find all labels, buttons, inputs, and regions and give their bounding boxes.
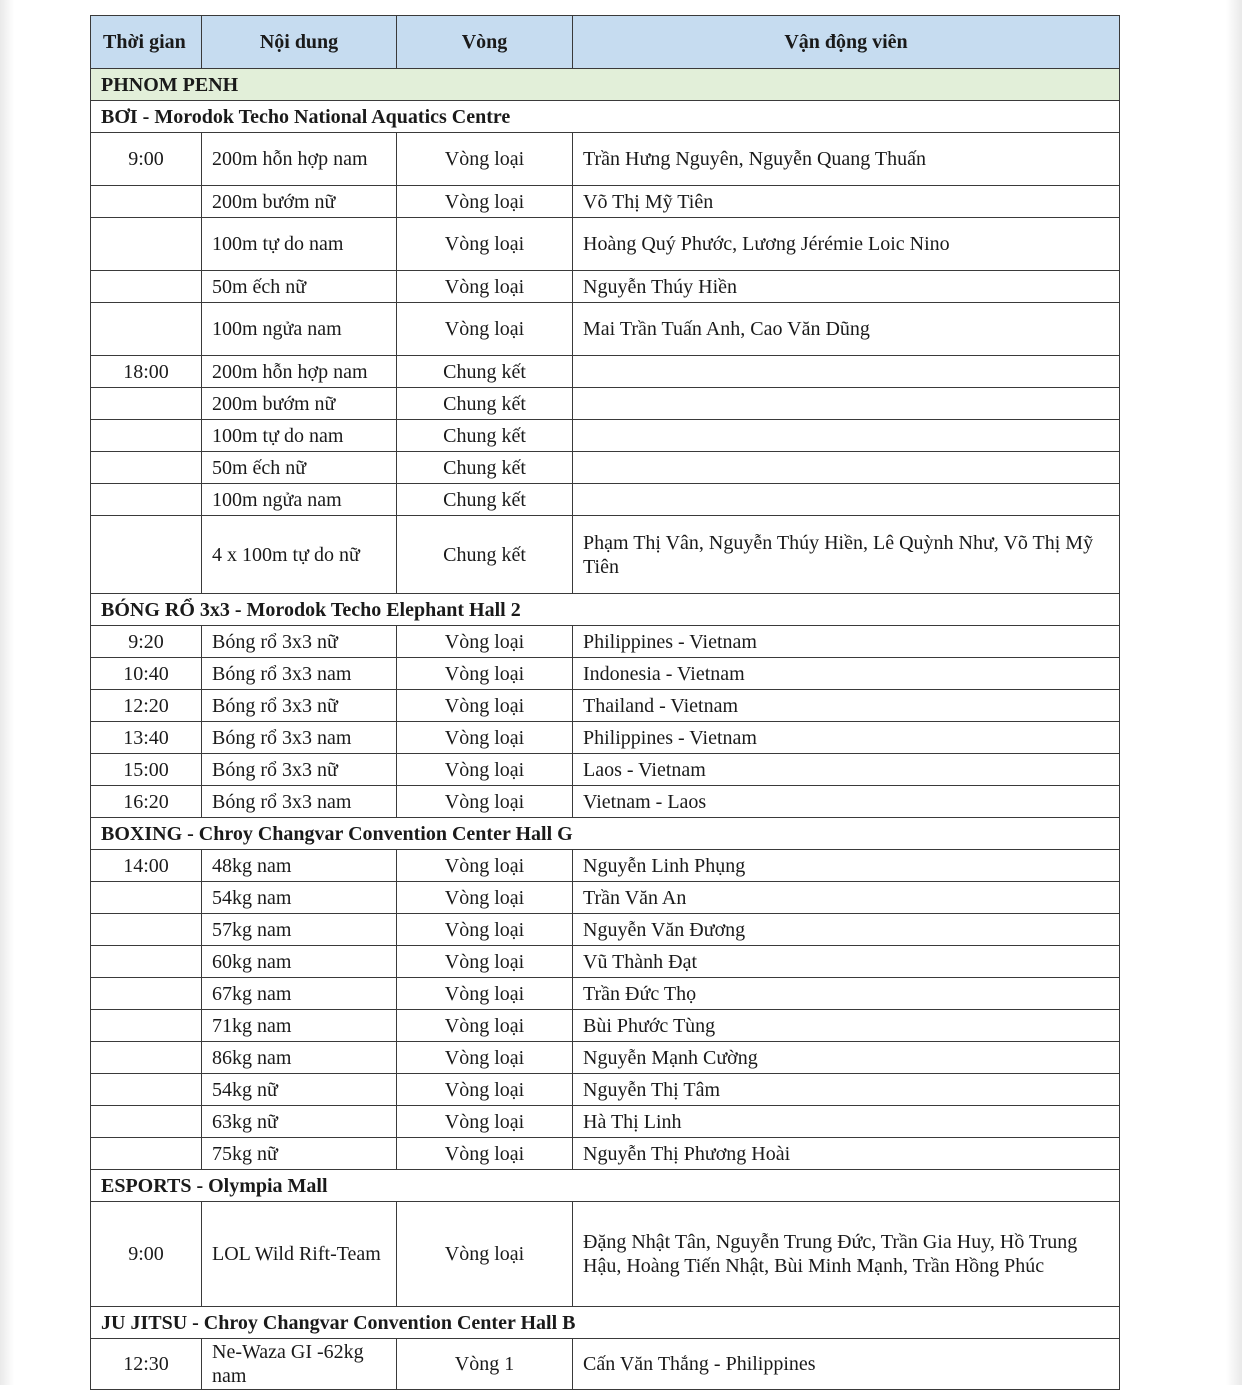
cell-event: 50m ếch nữ	[202, 271, 397, 303]
cell-event: 100m ngửa nam	[202, 303, 397, 356]
cell-round: Vòng loại	[397, 850, 573, 882]
cell-round: Vòng loại	[397, 1042, 573, 1074]
cell-event: Bóng rổ 3x3 nam	[202, 722, 397, 754]
cell-time	[91, 1138, 202, 1170]
table-row	[91, 388, 1120, 420]
cell-time	[91, 978, 202, 1010]
cell-athletes: Đặng Nhật Tân, Nguyễn Trung Đức, Trần Gia Huy, Hồ Trung Hậu, Hoàng Tiến Nhật, Bùi Minh Mạnh, Trần Hồng Phúc	[573, 1202, 1120, 1307]
cell-round: Vòng loại	[397, 754, 573, 786]
cell-time	[91, 388, 202, 420]
section-row	[91, 818, 1120, 850]
table-row	[91, 1106, 1120, 1138]
cell-event: 50m ếch nữ	[202, 452, 397, 484]
cell-event: 100m ngửa nam	[202, 484, 397, 516]
cell-round: Vòng loại	[397, 1138, 573, 1170]
table-row	[91, 978, 1120, 1010]
cell-round: Vòng loại	[397, 218, 573, 271]
cell-round: Vòng loại	[397, 882, 573, 914]
cell-time: 12:30	[91, 1339, 202, 1390]
cell-round: Vòng loại	[397, 978, 573, 1010]
table-row	[91, 786, 1120, 818]
cell-event: Bóng rổ 3x3 nam	[202, 786, 397, 818]
cell-athletes: Mai Trần Tuấn Anh, Cao Văn Dũng	[573, 303, 1120, 356]
cell-round: Chung kết	[397, 452, 573, 484]
cell-event: Bóng rổ 3x3 nữ	[202, 690, 397, 722]
cell-time	[91, 420, 202, 452]
header-event: Nội dung	[202, 16, 397, 69]
cell-time	[91, 452, 202, 484]
cell-round: Vòng loại	[397, 914, 573, 946]
cell-time	[91, 303, 202, 356]
cell-time	[91, 1074, 202, 1106]
cell-event: 86kg nam	[202, 1042, 397, 1074]
cell-time: 9:20	[91, 626, 202, 658]
cell-event: 200m bướm nữ	[202, 186, 397, 218]
cell-event: 4 x 100m tự do nữ	[202, 516, 397, 594]
table-row	[91, 1339, 1120, 1390]
section-jujitsu: JU JITSU - Chroy Changvar Convention Center Hall B	[91, 1307, 1120, 1339]
cell-athletes: Hoàng Quý Phước, Lương Jérémie Loic Nino	[573, 218, 1120, 271]
header-time: Thời gian	[91, 16, 202, 69]
cell-athletes: Trần Văn An	[573, 882, 1120, 914]
table-row	[91, 914, 1120, 946]
section-row	[91, 1170, 1120, 1202]
cell-round: Vòng loại	[397, 1202, 573, 1307]
cell-athletes: Laos - Vietnam	[573, 754, 1120, 786]
cell-event: LOL Wild Rift-Team	[202, 1202, 397, 1307]
cell-event: 200m hỗn hợp nam	[202, 133, 397, 186]
cell-athletes: Hà Thị Linh	[573, 1106, 1120, 1138]
cell-event: Bóng rổ 3x3 nam	[202, 658, 397, 690]
cell-round: Vòng loại	[397, 133, 573, 186]
cell-event: Bóng rổ 3x3 nữ	[202, 626, 397, 658]
cell-round: Vòng loại	[397, 690, 573, 722]
cell-athletes: Nguyễn Mạnh Cường	[573, 1042, 1120, 1074]
cell-athletes	[573, 484, 1120, 516]
cell-event: 67kg nam	[202, 978, 397, 1010]
cell-time: 10:40	[91, 658, 202, 690]
cell-event: 63kg nữ	[202, 1106, 397, 1138]
cell-time: 9:00	[91, 1202, 202, 1307]
cell-athletes: Nguyễn Thị Tâm	[573, 1074, 1120, 1106]
table-row	[91, 452, 1120, 484]
cell-round: Vòng loại	[397, 786, 573, 818]
cell-time	[91, 516, 202, 594]
table-row	[91, 133, 1120, 186]
cell-athletes: Vietnam - Laos	[573, 786, 1120, 818]
table-row	[91, 690, 1120, 722]
cell-time	[91, 1010, 202, 1042]
cell-time: 9:00	[91, 133, 202, 186]
cell-round: Chung kết	[397, 420, 573, 452]
cell-athletes: Trần Hưng Nguyên, Nguyễn Quang Thuấn	[573, 133, 1120, 186]
cell-time	[91, 186, 202, 218]
cell-athletes: Nguyễn Văn Đương	[573, 914, 1120, 946]
cell-athletes: Indonesia - Vietnam	[573, 658, 1120, 690]
cell-event: 200m bướm nữ	[202, 388, 397, 420]
table-row	[91, 1010, 1120, 1042]
cell-athletes: Phạm Thị Vân, Nguyễn Thúy Hiền, Lê Quỳnh Như, Võ Thị Mỹ Tiên	[573, 516, 1120, 594]
cell-round: Vòng loại	[397, 1074, 573, 1106]
region-row	[91, 69, 1120, 101]
table-row	[91, 754, 1120, 786]
schedule-table	[90, 15, 1120, 1390]
cell-time	[91, 914, 202, 946]
cell-event: Ne-Waza GI -62kg nam	[202, 1339, 397, 1390]
cell-time: 12:20	[91, 690, 202, 722]
table-row	[91, 626, 1120, 658]
table-row	[91, 271, 1120, 303]
cell-athletes: Võ Thị Mỹ Tiên	[573, 186, 1120, 218]
cell-event: 100m tự do nam	[202, 218, 397, 271]
header-row	[91, 16, 1120, 69]
cell-event: 57kg nam	[202, 914, 397, 946]
cell-round: Vòng loại	[397, 1106, 573, 1138]
cell-round: Vòng loại	[397, 186, 573, 218]
cell-time	[91, 1106, 202, 1138]
section-row	[91, 101, 1120, 133]
table-row	[91, 658, 1120, 690]
cell-event: 71kg nam	[202, 1010, 397, 1042]
cell-round: Vòng loại	[397, 271, 573, 303]
cell-round: Chung kết	[397, 388, 573, 420]
cell-round: Vòng loại	[397, 722, 573, 754]
table-row	[91, 303, 1120, 356]
table-row	[91, 356, 1120, 388]
cell-round: Vòng loại	[397, 658, 573, 690]
cell-athletes: Nguyễn Linh Phụng	[573, 850, 1120, 882]
cell-event: Bóng rổ 3x3 nữ	[202, 754, 397, 786]
cell-event: 48kg nam	[202, 850, 397, 882]
cell-time: 16:20	[91, 786, 202, 818]
cell-athletes: Vũ Thành Đạt	[573, 946, 1120, 978]
table-row	[91, 946, 1120, 978]
section-row	[91, 1307, 1120, 1339]
cell-time: 14:00	[91, 850, 202, 882]
table-row	[91, 722, 1120, 754]
cell-round: Vòng loại	[397, 946, 573, 978]
cell-round: Chung kết	[397, 516, 573, 594]
cell-athletes: Cấn Văn Thắng - Philippines	[573, 1339, 1120, 1390]
cell-event: 100m tự do nam	[202, 420, 397, 452]
cell-athletes	[573, 420, 1120, 452]
table-row	[91, 1138, 1120, 1170]
cell-time: 13:40	[91, 722, 202, 754]
cell-time: 18:00	[91, 356, 202, 388]
section-basketball: BÓNG RỔ 3x3 - Morodok Techo Elephant Hall 2	[91, 594, 1120, 626]
cell-athletes: Trần Đức Thọ	[573, 978, 1120, 1010]
section-boxing: BOXING - Chroy Changvar Convention Center Hall G	[91, 818, 1120, 850]
cell-round: Vòng loại	[397, 626, 573, 658]
table-row	[91, 882, 1120, 914]
cell-time	[91, 484, 202, 516]
header-round: Vòng	[397, 16, 573, 69]
cell-athletes: Philippines - Vietnam	[573, 626, 1120, 658]
table-row	[91, 186, 1120, 218]
cell-time	[91, 882, 202, 914]
table-row	[91, 218, 1120, 271]
cell-round: Vòng loại	[397, 303, 573, 356]
section-swimming: BƠI - Morodok Techo National Aquatics Centre	[91, 101, 1120, 133]
cell-time	[91, 946, 202, 978]
cell-athletes	[573, 452, 1120, 484]
cell-event: 60kg nam	[202, 946, 397, 978]
cell-round: Chung kết	[397, 484, 573, 516]
table-row	[91, 484, 1120, 516]
cell-athletes: Nguyễn Thúy Hiền	[573, 271, 1120, 303]
cell-event: 200m hỗn hợp nam	[202, 356, 397, 388]
section-esports: ESPORTS - Olympia Mall	[91, 1170, 1120, 1202]
cell-time	[91, 1042, 202, 1074]
cell-round: Vòng loại	[397, 1010, 573, 1042]
cell-athletes	[573, 388, 1120, 420]
cell-athletes: Philippines - Vietnam	[573, 722, 1120, 754]
cell-athletes	[573, 356, 1120, 388]
cell-event: 54kg nữ	[202, 1074, 397, 1106]
header-athletes: Vận động viên	[573, 16, 1120, 69]
table-row	[91, 420, 1120, 452]
table-row	[91, 516, 1120, 594]
cell-time: 15:00	[91, 754, 202, 786]
region-label: PHNOM PENH	[91, 69, 1120, 101]
cell-round: Chung kết	[397, 356, 573, 388]
cell-event: 75kg nữ	[202, 1138, 397, 1170]
cell-athletes: Thailand - Vietnam	[573, 690, 1120, 722]
table-row	[91, 1074, 1120, 1106]
table-row	[91, 850, 1120, 882]
cell-athletes: Bùi Phước Tùng	[573, 1010, 1120, 1042]
table-row	[91, 1202, 1120, 1307]
cell-time	[91, 218, 202, 271]
cell-athletes: Nguyễn Thị Phương Hoài	[573, 1138, 1120, 1170]
cell-time	[91, 271, 202, 303]
cell-round: Vòng 1	[397, 1339, 573, 1390]
table-row	[91, 1042, 1120, 1074]
section-row	[91, 594, 1120, 626]
cell-event: 54kg nam	[202, 882, 397, 914]
